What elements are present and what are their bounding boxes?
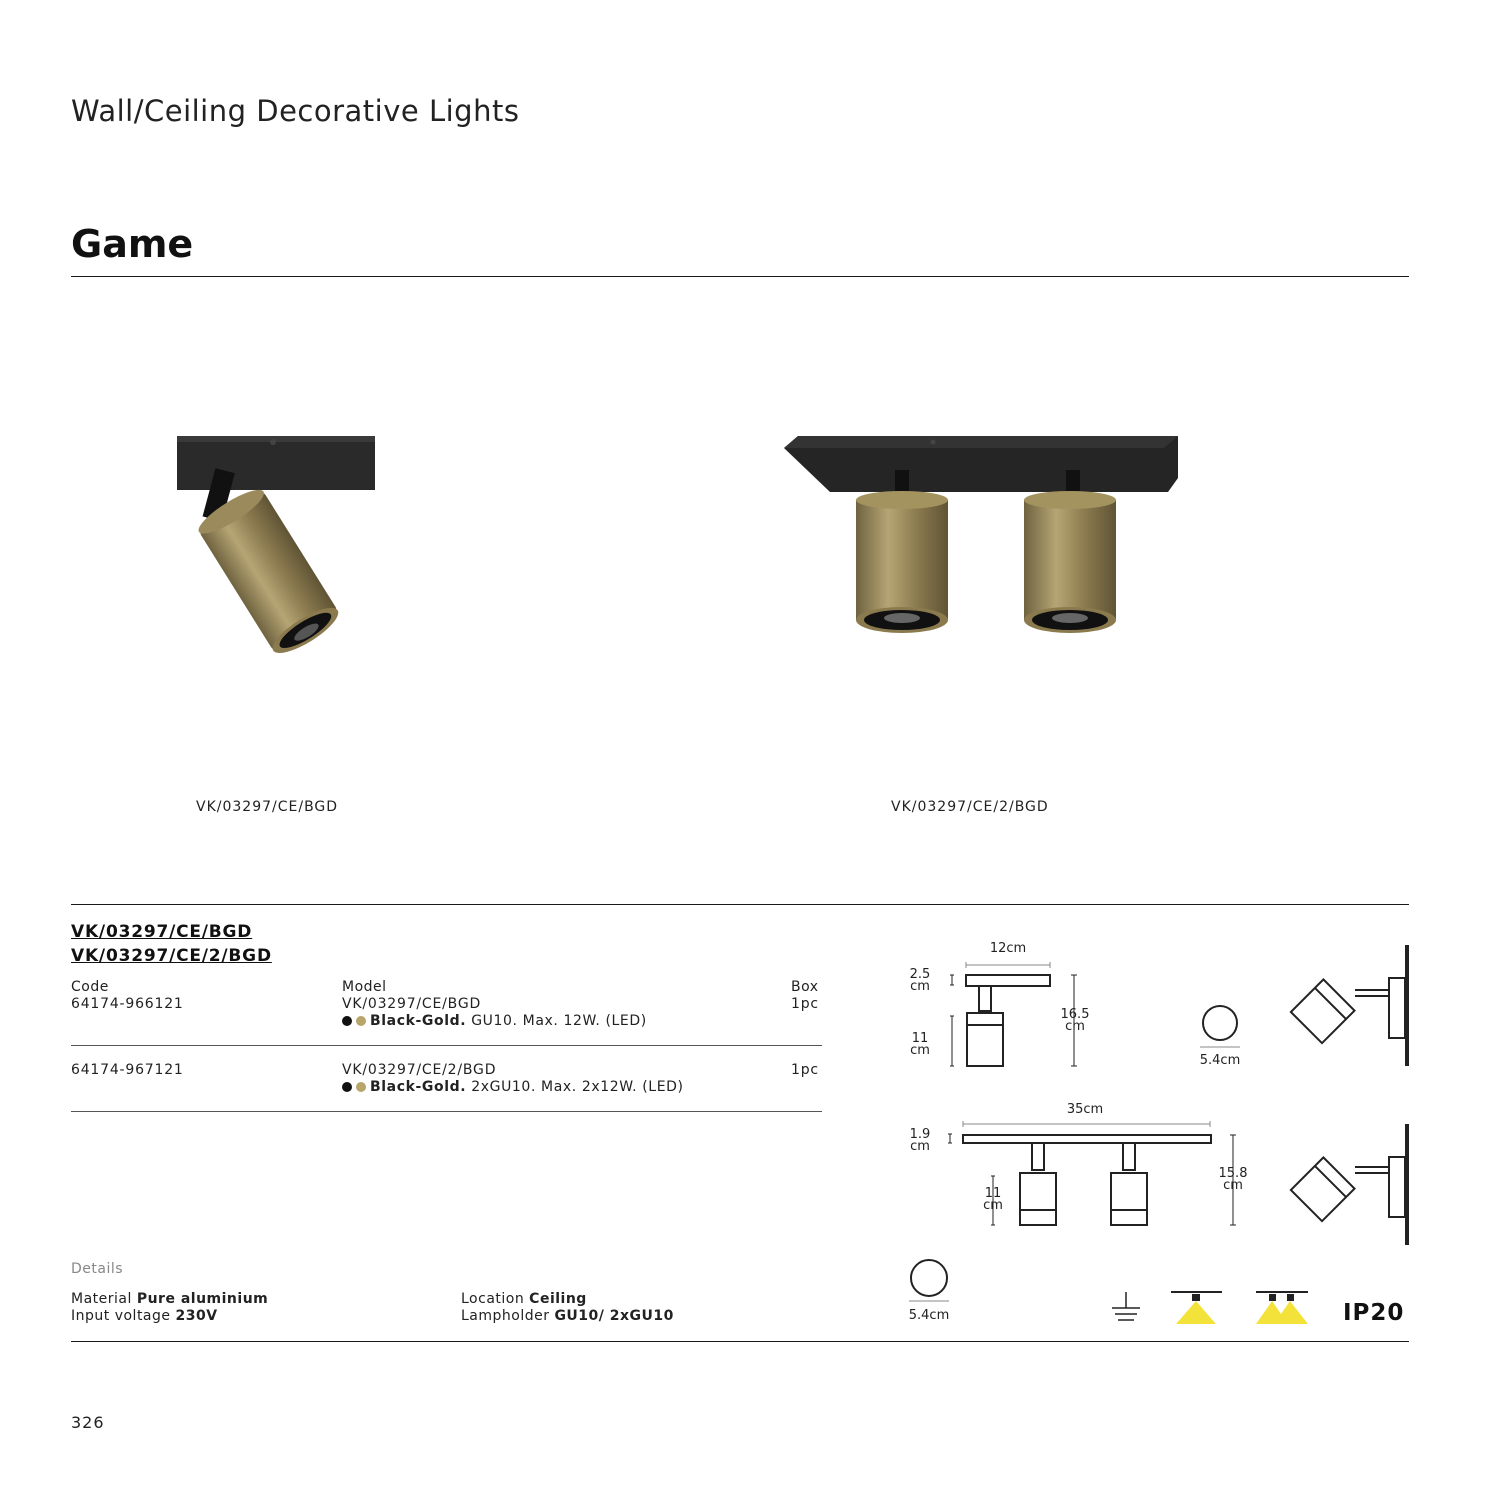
row-1-model: VK/03297/CE/BGD: [342, 996, 482, 1012]
header-divider: [71, 276, 1409, 277]
details-label: Details: [71, 1261, 124, 1277]
spec-title-single: VK/03297/CE/BGD: [71, 922, 253, 942]
material-spec: Material Pure aluminium: [71, 1291, 269, 1307]
row-2-code: 64174-967121: [71, 1062, 184, 1078]
width-label-double: 35cm: [1066, 1102, 1104, 1117]
body-height-label-single: 11 cm: [910, 1031, 930, 1058]
total-height-label-single: 16.5 cm: [1060, 1007, 1090, 1034]
spec-divider: [71, 904, 1409, 905]
diameter-label-single: 5.4cm: [1199, 1053, 1241, 1068]
diameter-label-double: 5.4cm: [908, 1308, 950, 1323]
gold-swatch: [356, 1082, 366, 1092]
black-swatch: [342, 1016, 352, 1026]
row-1-code: 64174-966121: [71, 996, 184, 1012]
voltage-spec: Input voltage 230V: [71, 1308, 218, 1324]
page-number: 326: [71, 1413, 105, 1432]
gold-swatch: [356, 1016, 366, 1026]
footer-divider: [71, 1341, 1409, 1342]
double-beam-icon: [0, 0, 1, 1]
product-name: Game: [71, 222, 194, 266]
spec-title-double: VK/03297/CE/2/BGD: [71, 946, 272, 966]
location-spec: Location Ceiling: [461, 1291, 587, 1307]
column-header-code: Code: [71, 979, 109, 995]
black-swatch: [342, 1082, 352, 1092]
row-1-box: 1pc: [791, 996, 819, 1012]
row-2-description: Black-Gold. 2xGU10. Max. 2x12W. (LED): [342, 1079, 684, 1095]
photo-caption-single: VK/03297/CE/BGD: [196, 799, 339, 815]
row-2-box: 1pc: [791, 1062, 819, 1078]
column-header-model: Model: [342, 979, 387, 995]
plate-height-label-single: 2.5 cm: [909, 967, 931, 994]
photo-caption-double: VK/03297/CE/2/BGD: [891, 799, 1049, 815]
row-2-model: VK/03297/CE/2/BGD: [342, 1062, 497, 1078]
ip-rating: IP20: [1343, 1300, 1405, 1326]
width-label-single: 12cm: [989, 941, 1027, 956]
total-height-label-double: 15.8 cm: [1218, 1166, 1248, 1193]
row-divider: [71, 1111, 822, 1112]
row-divider: [71, 1045, 822, 1046]
body-height-label-double: 11 cm: [983, 1186, 1003, 1213]
lampholder-spec: Lampholder GU10/ 2xGU10: [461, 1308, 674, 1324]
row-1-description: Black-Gold. GU10. Max. 12W. (LED): [342, 1013, 647, 1029]
column-header-box: Box: [791, 979, 819, 995]
category-heading: Wall/Ceiling Decorative Lights: [71, 94, 520, 128]
plate-height-label-double: 1.9 cm: [909, 1127, 931, 1154]
